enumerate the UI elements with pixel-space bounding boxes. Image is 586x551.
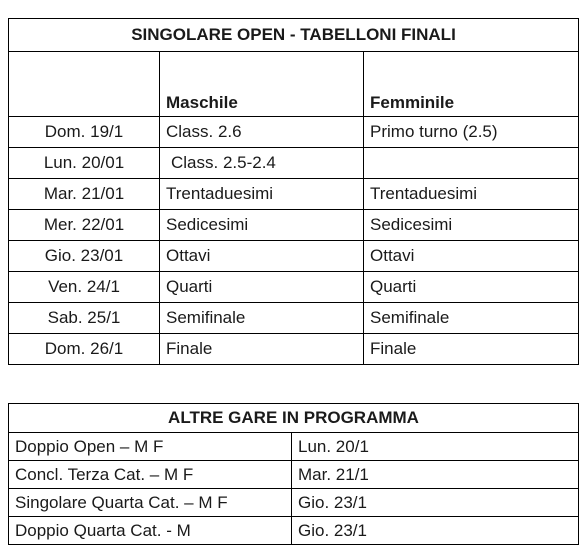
day-cell: Sab. 25/1 — [9, 303, 160, 334]
women-round-cell: Primo turno (2.5) — [364, 117, 579, 148]
table-row — [9, 461, 579, 489]
table-row — [9, 272, 579, 303]
header-women: Femminile — [364, 52, 579, 117]
header-men: Maschile — [160, 52, 364, 117]
date-cell: Lun. 20/1 — [292, 433, 579, 461]
final-draws-table — [8, 18, 579, 365]
men-round-cell: Sedicesimi — [160, 210, 364, 241]
table-row — [9, 117, 579, 148]
day-cell: Mer. 22/01 — [9, 210, 160, 241]
event-cell: Singolare Quarta Cat. – M F — [9, 489, 292, 517]
table-row — [9, 517, 579, 545]
men-round-cell: Finale — [160, 334, 364, 365]
table-row — [9, 241, 579, 272]
date-cell: Mar. 21/1 — [292, 461, 579, 489]
day-cell: Dom. 26/1 — [9, 334, 160, 365]
women-round-cell: Trentaduesimi — [364, 179, 579, 210]
date-cell: Gio. 23/1 — [292, 489, 579, 517]
header-row — [9, 52, 579, 117]
day-cell: Ven. 24/1 — [9, 272, 160, 303]
table-title-row — [9, 404, 579, 433]
table-row — [9, 179, 579, 210]
date-cell: Gio. 23/1 — [292, 517, 579, 545]
event-cell: Concl. Terza Cat. – M F — [9, 461, 292, 489]
men-round-cell: Ottavi — [160, 241, 364, 272]
men-round-cell: Trentaduesimi — [160, 179, 364, 210]
table-title-row — [9, 19, 579, 52]
table-row — [9, 303, 579, 334]
men-round-cell: Class. 2.6 — [160, 117, 364, 148]
header-day — [9, 52, 160, 117]
other-events-table — [8, 403, 579, 545]
day-cell: Dom. 19/1 — [9, 117, 160, 148]
table-row — [9, 148, 579, 179]
table-row — [9, 433, 579, 461]
table-row — [9, 489, 579, 517]
men-round-cell: Semifinale — [160, 303, 364, 334]
women-round-cell: Quarti — [364, 272, 579, 303]
event-cell: Doppio Quarta Cat. - M — [9, 517, 292, 545]
table-title: ALTRE GARE IN PROGRAMMA — [9, 404, 579, 433]
day-cell: Gio. 23/01 — [9, 241, 160, 272]
women-round-cell — [364, 148, 579, 179]
men-round-cell: Class. 2.5-2.4 — [160, 148, 364, 179]
table-row — [9, 210, 579, 241]
day-cell: Mar. 21/01 — [9, 179, 160, 210]
women-round-cell: Ottavi — [364, 241, 579, 272]
day-cell: Lun. 20/01 — [9, 148, 160, 179]
table-title: SINGOLARE OPEN - TABELLONI FINALI — [9, 19, 579, 52]
women-round-cell: Semifinale — [364, 303, 579, 334]
men-round-cell: Quarti — [160, 272, 364, 303]
event-cell: Doppio Open – M F — [9, 433, 292, 461]
women-round-cell: Finale — [364, 334, 579, 365]
table-row — [9, 334, 579, 365]
women-round-cell: Sedicesimi — [364, 210, 579, 241]
